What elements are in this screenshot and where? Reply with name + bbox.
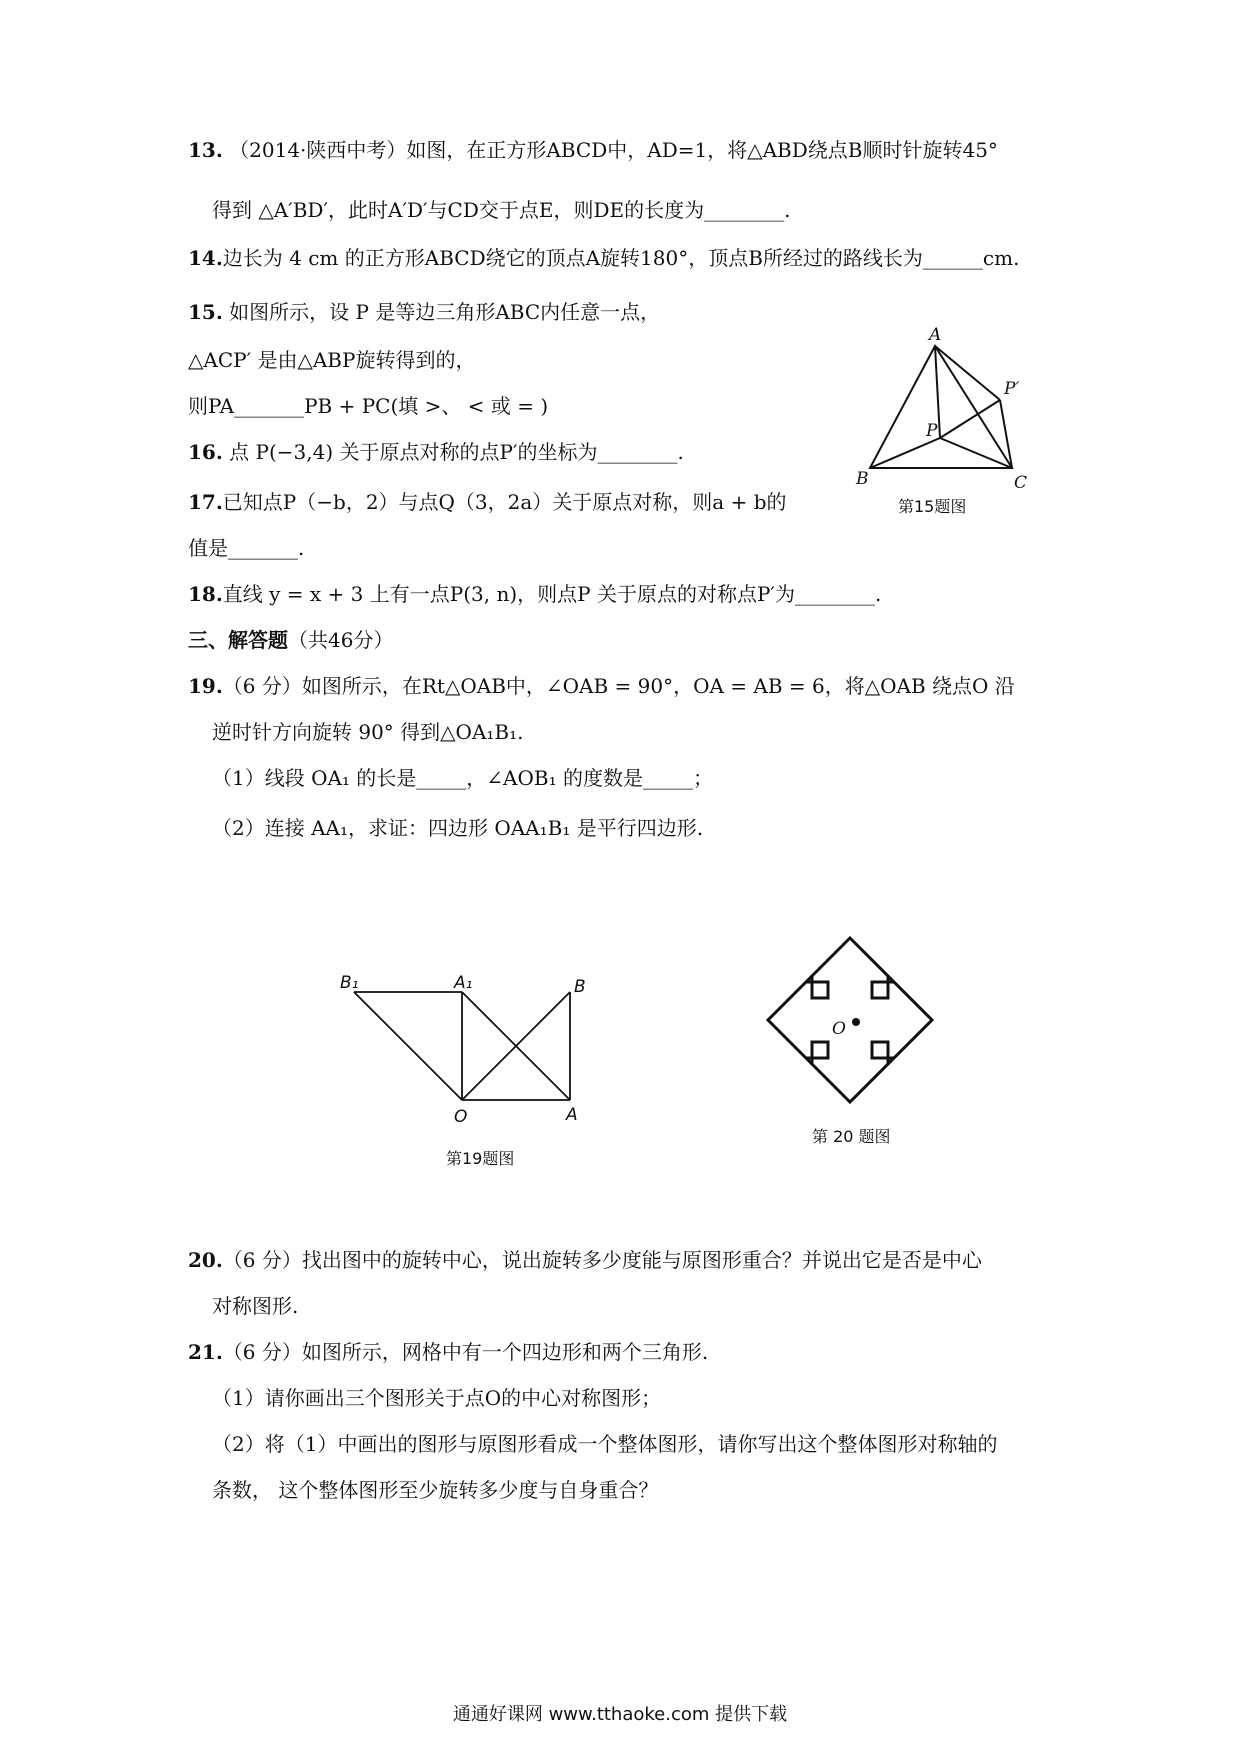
segment-cp (940, 438, 1012, 468)
q19-caption: 第19题图 (446, 1149, 515, 1168)
q21-text-1: （6 分）如图所示，网格中有一个四边形和两个三角形. (222, 1340, 709, 1364)
q15-line3: 则PA_______PB + PC(填 >、 < 或 = ) (188, 394, 549, 418)
q14-number: 14. (188, 246, 223, 270)
segment-ap2 (935, 346, 1000, 400)
q16-line (188, 438, 684, 466)
q21-line2: （1）请你画出三个图形关于点O的中心对称图形； (212, 1386, 662, 1410)
q19-figure (330, 964, 610, 1134)
q18-number: 18. (188, 582, 223, 606)
q19-number: 19. (188, 674, 223, 698)
q15-number: 15. (188, 300, 223, 324)
label-a1: A₁ (454, 973, 473, 993)
q16-number: 16. (188, 440, 223, 464)
q19-line1 (188, 672, 1015, 700)
q19-line4: （2）连接 AA₁，求证：四边形 OAA₁B₁ 是平行四边形. (212, 816, 704, 840)
label-p: P (926, 421, 938, 441)
segment-b1o (354, 992, 462, 1100)
q15-line2: △ACP′ 是由△ABP旋转得到的， (188, 348, 476, 372)
q19-text-1: （6 分）如图所示，在Rt△OAB中，∠OAB = 90°，OA = AB = 6，将△OAB 绕点O 沿 (222, 674, 1015, 698)
q14-line (188, 244, 1019, 272)
label-c: C (1014, 473, 1028, 493)
q15-caption: 第15题图 (898, 497, 967, 516)
q20-line2: 对称图形. (212, 1294, 299, 1318)
q16-text: 点 P(−3,4) 关于原点对称的点P′的坐标为________. (229, 440, 684, 464)
label-b1: B₁ (340, 973, 359, 993)
q18-text: 直线 y = x + 3 上有一点P(3, n)，则点P 关于原点的对称点P′为________. (222, 582, 882, 606)
label-b: B (856, 469, 869, 489)
section-3-title: 三、解答题 (188, 628, 288, 652)
q15-figure (840, 322, 1060, 502)
label-o: O (832, 1019, 846, 1039)
q21-line3: （2）将（1）中画出的图形与原图形看成一个整体图形，请你写出这个整体图形对称轴的 (212, 1432, 998, 1456)
q13-number: 13. (188, 138, 223, 162)
q13-line2: 得到 △A′BD′，此时A′D′与CD交于点E，则DE的长度为________. (212, 198, 791, 222)
q13-line1 (188, 136, 998, 164)
label-p-prime: P′ (1004, 379, 1020, 399)
q19-line3: （1）线段 OA₁ 的长是_____，∠AOB₁ 的度数是_____； (212, 766, 713, 790)
q20-caption: 第 20 题图 (812, 1127, 891, 1146)
q21-line4: 条数， 这个整体图形至少旋转多少度与自身重合？ (212, 1478, 659, 1502)
q15-text-1: 如图所示，设 P 是等边三角形ABC内任意一点， (229, 300, 661, 324)
four-way-arrow-shape (768, 938, 932, 1102)
label-b: B (574, 977, 586, 997)
q20-figure (760, 930, 940, 1110)
rotation-center-dot (852, 1018, 860, 1026)
label-a: A (566, 1105, 578, 1125)
section-3-heading (188, 626, 393, 654)
page-footer: 通通好课网 www.tthaoke.com 提供下载 (452, 1704, 788, 1725)
q17-line1 (188, 488, 787, 516)
section-3-score: （共46分） (288, 628, 394, 652)
q20-number: 20. (188, 1248, 223, 1272)
q17-text-1: 已知点P（−b，2）与点Q（3，2a）关于原点对称，则a + b的 (222, 490, 787, 514)
q17-line2: 值是_______. (188, 536, 305, 560)
q18-line (188, 580, 881, 608)
q19-line2: 逆时针方向旋转 90° 得到△OA₁B₁. (212, 720, 524, 744)
q15-line1 (188, 298, 660, 326)
q21-number: 21. (188, 1340, 223, 1364)
label-o: O (454, 1107, 468, 1127)
q20-line1 (188, 1246, 982, 1274)
q13-text-1: （2014·陕西中考）如图，在正方形ABCD中，AD=1，将△ABD绕点B顺时针旋转45° (229, 138, 998, 162)
q20-text-1: （6 分）找出图中的旋转中心，说出旋转多少度能与原图形重合？并说出它是否是中心 (222, 1248, 982, 1272)
segment-pp2 (940, 400, 1000, 438)
q17-number: 17. (188, 490, 223, 514)
segment-bp (870, 438, 940, 468)
q14-text: 边长为 4 cm 的正方形ABCD绕它的顶点A旋转180°，顶点B所经过的路线长为______cm. (222, 246, 1020, 270)
label-a: A (929, 325, 942, 345)
q21-line1 (188, 1338, 708, 1366)
